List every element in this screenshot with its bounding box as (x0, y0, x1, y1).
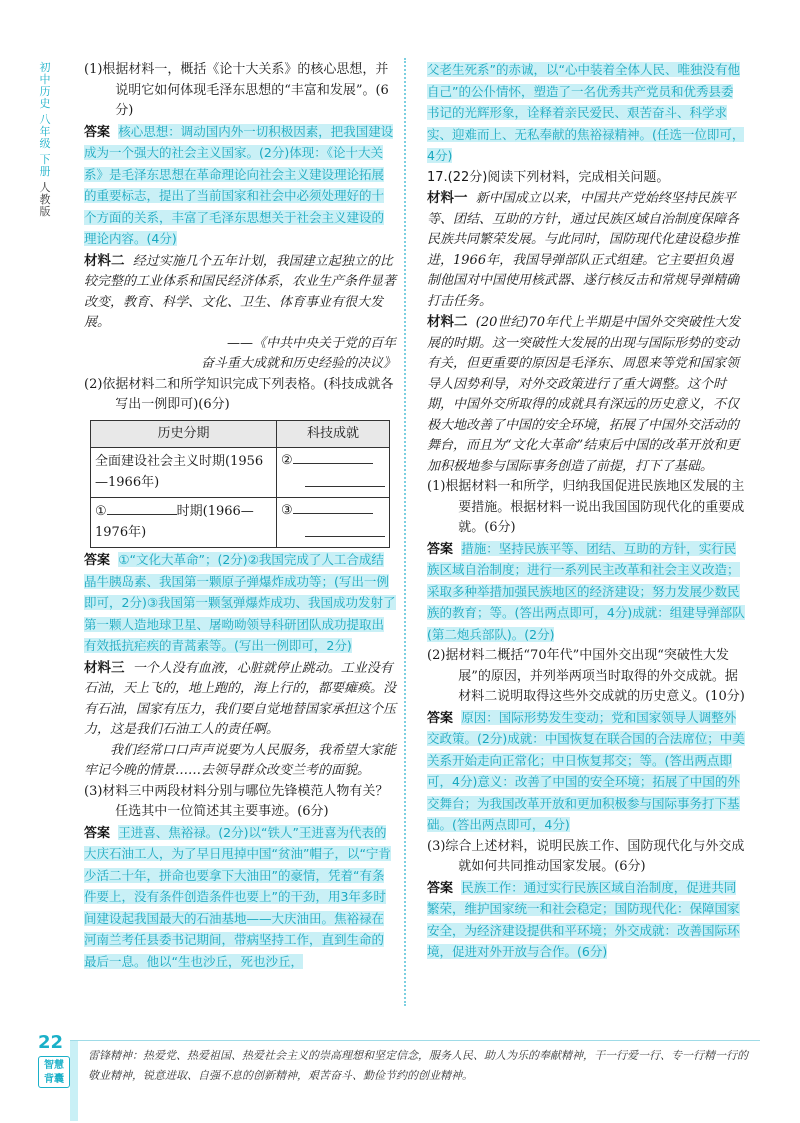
table-cell-period-2-text: 时期(1966—1976年) (95, 504, 254, 540)
answer-label: 答案 (84, 553, 111, 568)
answer-1 (84, 122, 396, 251)
side-tab-volume: 下册 (39, 153, 51, 178)
material-label: 材料三 (84, 659, 125, 676)
material-text: (20世纪)70年代上半期是中国外交突破性大发展的时期。这一突破性大发展的出现与国际形势的变动有关，但更重要的原因是毛泽东、周恩来等党和国家领导人因势利导，对外交政策进行了重大调整。这个时期，中国外交所取得的成就具有深远的历史意义，不仅极大地改善了中国的安全环境，拓展了中国外交活动的舞台，而且为“文化大革命”结束后中国的改革开放和更加积极地参与国际事务创造了前提，打下了基础。 (427, 315, 740, 474)
answer-label: 答案 (427, 710, 454, 726)
side-tab-edition: 人教版 (39, 181, 51, 218)
answer-blank[interactable] (293, 501, 373, 514)
answer-3-continued (427, 60, 745, 168)
question-2: (2)依据材料二和所学知识完成下列表格。(科技成就各写出一例即可)(6分) (84, 376, 394, 412)
material-text: 一个人没有血液，心脏就停止跳动。工业没有石油，天上飞的，地上跑的，海上行的，都要瘫痪。没有石油，国家有压力，我们要自觉地替国家承担这个压力，这是我们石油工人的责任啊。 (84, 660, 397, 737)
question-17: 17.(22分)阅读下列材料，完成相关问题。 (427, 169, 670, 185)
answer-text: 父老生死系”的赤诚，以“心中装着全体人民、唯独没有他自己”的公仆情怀，塑造了一名优秀共产党员和优秀县委书记的光辉形象，诠释着亲民爱民、艰苦奋斗、科学求实、迎难而上、无私奉献的焦裕禄精神。(任选一位即可，4分) (427, 62, 745, 163)
table-cell-achievement-1 (277, 448, 390, 498)
material-label: 材料二 (84, 252, 125, 269)
badge-line-2: 背囊 (44, 1074, 64, 1085)
question-1: (1)根据材料一，概括《论十大关系》的核心思想，并说明它如何体现毛泽东思想的“丰富和发展”。(6分) (84, 62, 389, 118)
answer-text: 民族工作：通过实行民族区域自治制度，促进共同繁荣，维护国家统一和社会稳定；国防现代化：保障国家安全，为经济建设提供和平环境；外交成就：改善国际环境，促进对外开放与合作。(6分) (427, 879, 740, 959)
column-divider (404, 58, 406, 1006)
answer-2 (427, 708, 745, 837)
material-text: 新中国成立以来，中国共产党始终坚持民族平等、团结、互助的方针，通过民族区域自治制度保障各民族共同繁荣发展。与此同时，国防现代化建设稳步推进，1966年，我国导弹部队正式组建。它主要担负遏制他国对中国使用核武器、遂行核反击和常规导弹精确打击任务。 (427, 191, 740, 309)
material-source-b: 奋斗重大成就和历史经验的决议》 (200, 356, 396, 371)
side-tab-grade: 八年级 (39, 113, 51, 150)
answer-blank[interactable] (305, 522, 385, 537)
answer-1 (427, 539, 745, 647)
material-3 (84, 658, 396, 741)
table-cell-period-1: 全面建设社会主义时期(1956—1966年) (91, 448, 277, 498)
answer-3 (427, 878, 745, 964)
answer-label: 答案 (427, 880, 454, 896)
blank-marker: ③ (281, 503, 293, 518)
badge-line-1: 智慧 (44, 1060, 64, 1071)
question-1: (1)根据材料一和所学，归纳我国促进民族地区发展的主要措施。根据材料一说出我国国防现代化的重要成就。(6分) (427, 479, 745, 535)
right-column (427, 60, 745, 964)
material-text: 经过实施几个五年计划，我国建立起独立的比较完整的工业体系和国民经济体系，农业生产条件显著改变，教育、科学、文化、卫生、体育事业有很大发展。 (84, 253, 397, 330)
material-2 (84, 251, 396, 334)
answer-blank[interactable] (107, 502, 177, 515)
answer-text: 王进喜、焦裕禄。(2分)以“铁人”王进喜为代表的大庆石油工人，为了早日甩掉中国“贫油”帽子，以“宁肯少活二十年，拼命也要拿下大油田”的豪情，凭着“有条件要上，没有条件创造条件也要上”的干劲，用3年多时间建设起我国最大的石油基地——大庆油田。焦裕禄在河南兰考任县委书记期间，带病坚持工作，直到生命的最后一息。他以“生也沙丘，死也沙丘， (84, 824, 391, 969)
table-cell-achievement-2 (277, 498, 390, 548)
page-number: 22 (38, 1032, 64, 1053)
material-1 (427, 188, 745, 312)
answer-text: 核心思想：调动国内外一切积极因素，把我国建设成为一个强大的社会主义国家。(2分)体现：《论十大关系》是毛泽东思想在革命理论向社会主义建设理论拓展的重要标志，提出了当前国家和社会中必须处理好的十个方面的关系，丰富了毛泽东思想关于社会主义建设的理论内容。(4分) (84, 123, 394, 246)
side-tab-subject: 初中历史 (39, 61, 51, 110)
material-label: 材料一 (427, 190, 468, 206)
table-header-period: 历史分期 (91, 420, 277, 448)
table-cell-period-2 (91, 498, 277, 548)
footer-divider (70, 1040, 760, 1041)
answer-2 (84, 550, 396, 658)
footer-accent-bar (70, 1041, 78, 1121)
question-3: (3)材料三中两段材料分别与哪位先锋模范人物有关？任选其中一位简述其主要事迹。(6分) (84, 783, 389, 819)
material-2 (427, 312, 745, 477)
side-tab (36, 62, 54, 218)
answer-label: 答案 (427, 541, 454, 557)
answer-text: ①“文化大革命”；(2分)②我国完成了人工合成结晶牛胰岛素、我国第一颗原子弹爆炸成功等；(写出一例即可，2分)③我国第一颗氢弹爆炸成功、我国成功发射了第一颗人造地球卫星、屠呦呦领导科研团队成功提取出有效抵抗疟疾的青蒿素等。(写出一例即可，2分) (84, 552, 396, 653)
answer-blank[interactable] (305, 472, 385, 487)
material-source-a: ——《中共中央关于党的百年 (226, 335, 396, 351)
blank-marker: ① (95, 504, 107, 519)
answer-text: 原因：国际形势发生变动；党和国家领导人调整外交政策。(2分)成就：中国恢复在联合国的合法席位；中美关系开始走向正常化；中日恢复邦交；等。(答出两点即可，4分)意义：改善了中国的安全环境；拓展了中国的外交舞台；为我国改革开放和更加积极参与国际事务打下基础。(答出两点即可，4分) (427, 709, 745, 832)
blank-marker: ② (281, 453, 293, 468)
answer-label: 答案 (84, 825, 111, 841)
material-text: 我们经常口口声声说要为人民服务，我希望大家能牢记今晚的情景……去领导群众改变兰考的面貌。 (84, 742, 397, 778)
table-header-achievement: 科技成就 (277, 420, 390, 448)
material-label: 材料二 (427, 314, 468, 330)
material-3-quote (84, 741, 396, 782)
answer-text: 措施：坚持民族平等、团结、互助的方针，实行民族区域自治制度；进行一系列民主改革和社会主义改造；采取多种举措加强民族地区的经济建设；努力发展少数民族的教育；等。(答出两点即可，4分)成就：组建导弹部队(第二炮兵部队)。(2分) (427, 540, 745, 642)
answer-blank[interactable] (293, 451, 373, 464)
footer-note: 雷锋精神：热爱党、热爱祖国、热爱社会主义的崇高理想和坚定信念，服务人民、助人为乐的奉献精神，干一行爱一行、专一行精一行的敬业精神，锐意进取、自强不息的创新精神，艰苦奋斗、勤俭节约的创业精神。 (88, 1049, 748, 1082)
question-2: (2)据材料二概括“70年代”中国外交出现“突破性大发展”的原因，并列举两项当时取得的外交成就。据材料二说明取得这些外交成就的历史意义。(10分) (427, 648, 745, 704)
wisdom-badge (38, 1056, 70, 1088)
question-3: (3)综合上述材料，说明民族工作、国防现代化与外交成就如何共同推动国家发展。(6分) (427, 838, 745, 874)
achievement-table (90, 420, 390, 549)
answer-label: 答案 (84, 124, 111, 140)
left-column (84, 60, 396, 973)
answer-3 (84, 823, 396, 974)
